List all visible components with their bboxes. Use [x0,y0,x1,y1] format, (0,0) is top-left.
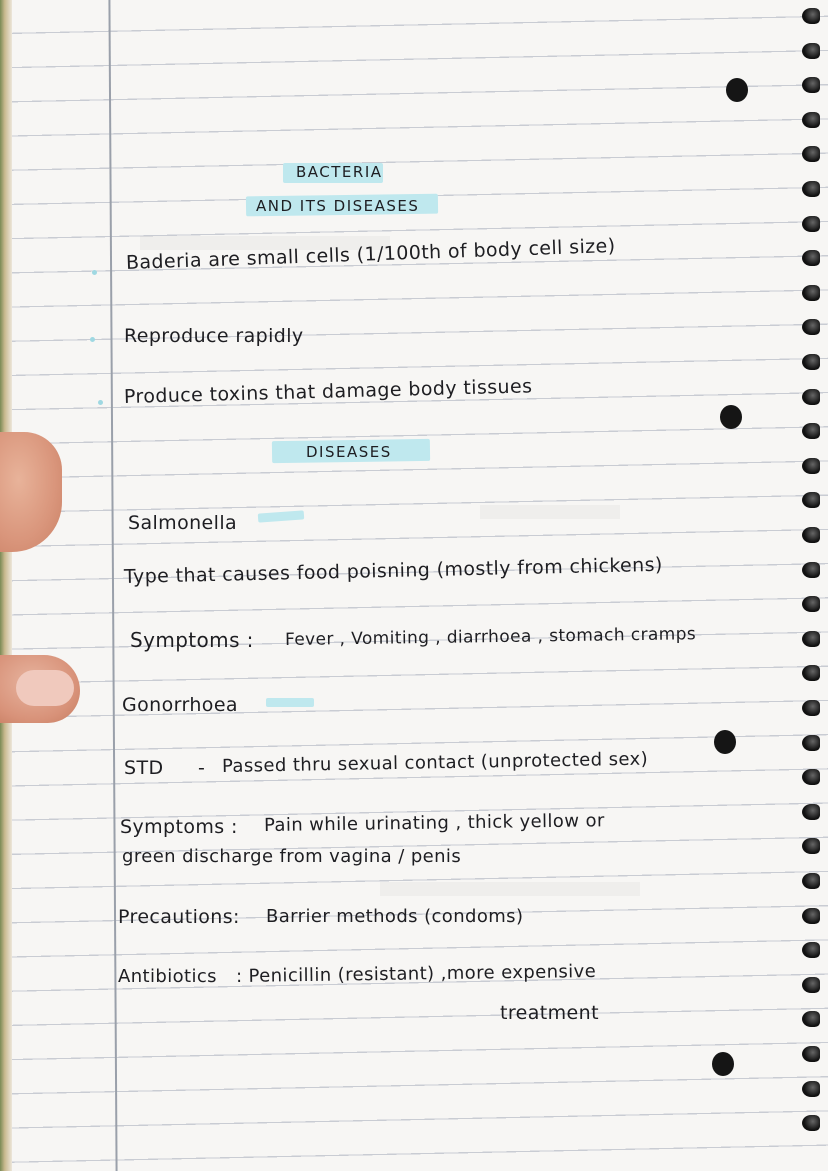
diseases-heading: DISEASES [306,443,392,461]
punch-hole [714,730,736,754]
punch-hole [726,78,748,102]
antibiotics-line2: treatment [500,1002,599,1024]
spiral-coil [802,735,820,751]
spiral-coil [802,216,820,232]
spiral-coil [802,181,820,197]
spiral-coil [802,319,820,335]
spiral-coil [802,8,820,24]
bullet-dot [92,270,97,275]
thumb [0,432,62,552]
salmonella-title: Salmonella [128,512,238,534]
gonorrhoea-symptoms-label: Symptoms : [120,816,238,838]
bleed-through [480,505,620,519]
spiral-coil [802,112,820,128]
punch-hole [712,1052,734,1076]
salmonella-symptoms: Fever , Vomiting , diarrhoea , stomach cramps [284,624,697,650]
highlight [266,698,314,707]
bullet-item: Reproduce rapidly [124,325,304,347]
bullet-dot [98,400,103,405]
spiral-coil [802,423,820,439]
spiral-coil [802,1081,820,1097]
salmonella-symptoms-label: Symptoms : [130,628,254,652]
bleed-through [380,882,640,896]
spiral-coil [802,562,820,578]
gonorrhoea-symptoms-line2: green discharge from vagina / penis [122,846,462,867]
gonorrhoea-title: Gonorrhoea [122,694,238,716]
punch-hole [720,405,742,429]
spiral-coil [802,250,820,266]
margin-line [108,0,117,1171]
spiral-coil [802,146,820,162]
spiral-coil [802,77,820,93]
gonorrhoea-symptoms-line1: Pain while urinating , thick yellow or [263,810,605,836]
precautions-text: Barrier methods (condoms) [266,906,524,927]
title-line2: AND ITS DISEASES [256,197,420,215]
spiral-coil [802,285,820,301]
spiral-coil [802,665,820,681]
spiral-coil [802,908,820,924]
salmonella-type: Type that causes food poisning (mostly from chickens) [123,553,663,588]
spiral-coil [802,43,820,59]
std-dash: - [198,757,206,779]
spiral-coil [802,389,820,405]
spiral-coil [802,492,820,508]
spiral-coil [802,977,820,993]
spiral-coil [802,596,820,612]
spiral-coil [802,804,820,820]
title-line1: BACTERIA [296,163,383,181]
background-edge [0,0,12,1171]
std-description: Passed thru sexual contact (unprotected sex) [221,748,649,777]
precautions-label: Precautions: [118,906,240,928]
spiral-coil [802,1046,820,1062]
spiral-coil [802,1115,820,1131]
bullet-item: Baderia are small cells (1/100th of body cell size) [125,234,616,274]
spiral-coil [802,527,820,543]
spiral-coil [802,631,820,647]
std-label: STD [124,757,164,779]
spiral-coil [802,354,820,370]
spiral-coil [802,873,820,889]
spiral-coil [802,769,820,785]
bullet-dot [90,337,95,342]
spiral-coil [802,838,820,854]
bullet-item: Produce toxins that damage body tissues [123,375,533,408]
spiral-coil [802,1011,820,1027]
spiral-coil [802,700,820,716]
antibiotics-label: Antibiotics [118,966,217,987]
spiral-coil [802,458,820,474]
spiral-coil [802,942,820,958]
antibiotics-line1: : Penicillin (resistant) ,more expensive [235,960,597,987]
spiral-binding [802,8,824,1138]
highlight [258,510,305,522]
thumbnail [16,670,74,706]
